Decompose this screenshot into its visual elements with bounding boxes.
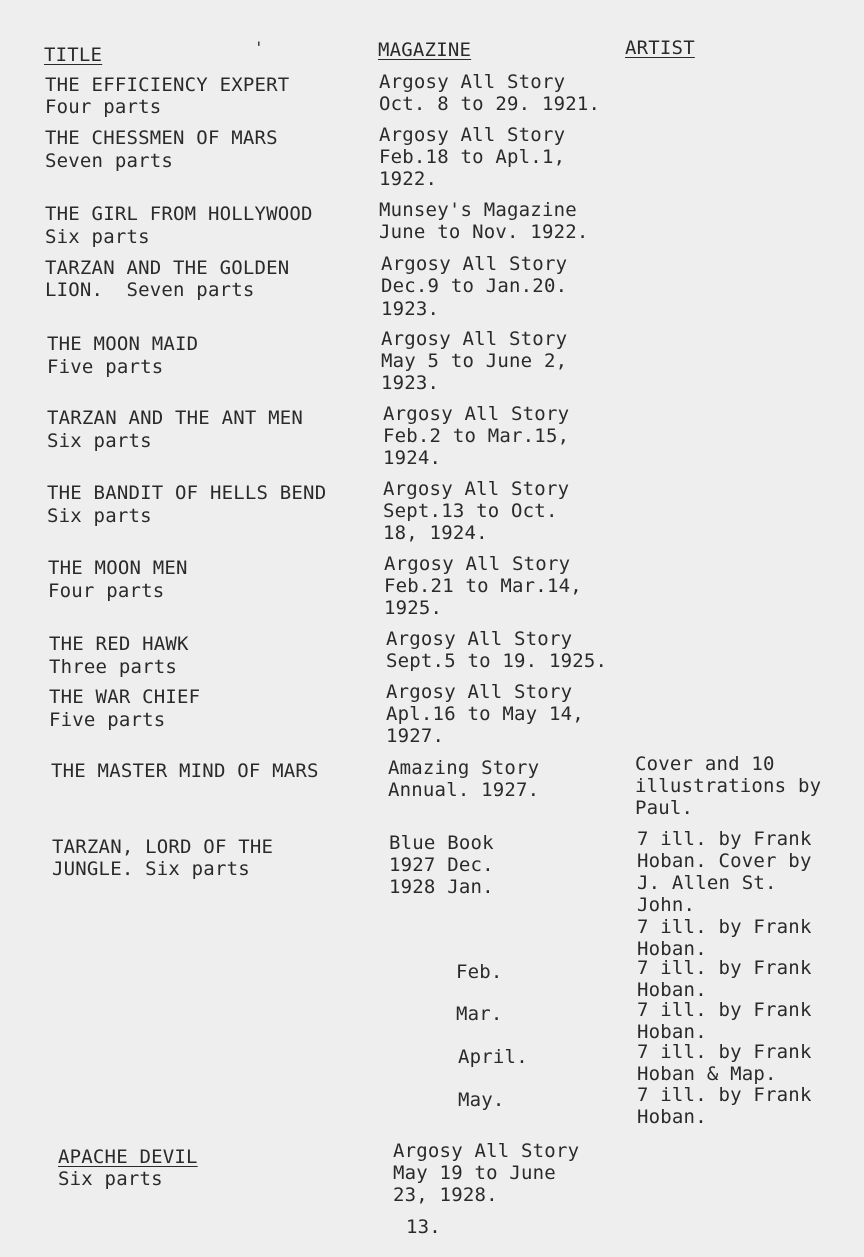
entry-artist-line: 7 ill. by Frank <box>637 957 812 979</box>
entry-title-line: THE RED HAWK <box>49 633 189 655</box>
entry-magazine-line: Argosy All Story <box>386 628 573 650</box>
entry-title-line: TARZAN AND THE ANT MEN <box>47 407 304 429</box>
entry-magazine-line: Sept.13 to Oct. <box>383 500 558 522</box>
entry-artist-line: 7 ill. by Frank <box>637 1084 812 1106</box>
entry-artist-line: Hoban. <box>637 1021 707 1043</box>
entry-title-line: THE BANDIT OF HELLS BEND <box>47 482 327 504</box>
entry-magazine-line: Feb.21 to Mar.14, <box>384 575 582 597</box>
entry-title-line: THE MASTER MIND OF MARS <box>51 760 319 782</box>
entry-artist-line: Hoban. <box>637 938 707 960</box>
entry-magazine-line: Dec.9 to Jan.20. <box>381 275 568 297</box>
entry-magazine-line: 1923. <box>381 372 440 394</box>
entry-magazine-line: Amazing Story <box>388 757 540 779</box>
entry-magazine-line: 1923. <box>381 298 440 320</box>
entry-title-line: THE EFFICIENCY EXPERT <box>45 74 290 96</box>
entry-magazine-line: 23, 1928. <box>393 1184 498 1206</box>
entry-artist-line: 7 ill. by Frank <box>637 828 812 850</box>
entry-title-line: Five parts <box>49 709 166 731</box>
entry-magazine-line: 1928 Jan. <box>389 876 494 898</box>
entry-magazine-line: Argosy All Story <box>386 681 573 703</box>
issue-month: Feb. <box>456 961 503 983</box>
entry-artist-line: 7 ill. by Frank <box>637 916 812 938</box>
entry-title-line: JUNGLE. Six parts <box>52 858 250 880</box>
entry-magazine-line: Blue Book <box>389 832 494 854</box>
entry-magazine-line: Argosy All Story <box>379 71 566 93</box>
entry-magazine-line: Feb.18 to Apl.1, <box>379 146 566 168</box>
entry-magazine-line: Argosy All Story <box>384 553 571 575</box>
entry-magazine-line: May 19 to June <box>393 1162 556 1184</box>
entry-artist-line: Hoban. <box>637 1106 707 1128</box>
entry-magazine-line: Feb.2 to Mar.15, <box>383 425 570 447</box>
entry-magazine-line: 1925. <box>384 597 443 619</box>
entry-title-line: THE WAR CHIEF <box>49 686 201 708</box>
issue-month: April. <box>458 1046 528 1068</box>
entry-title-line: THE MOON MAID <box>47 333 199 355</box>
issue-month: Mar. <box>456 1003 503 1025</box>
entry-artist-line: Hoban. Cover by <box>637 850 812 872</box>
entry-title-line: Four parts <box>45 96 162 118</box>
entry-title-line: Three parts <box>49 656 178 678</box>
entry-title-line: Four parts <box>48 580 165 602</box>
entry-title-line: THE MOON MEN <box>48 557 188 579</box>
entry-artist-line: 7 ill. by Frank <box>637 1041 812 1063</box>
artist-column-header: ARTIST <box>625 37 695 59</box>
entry-title-line: TARZAN AND THE GOLDEN <box>45 257 290 279</box>
entry-magazine-line: 1927. <box>386 725 445 747</box>
stray-mark: ' <box>254 38 264 57</box>
entry-magazine-line: June to Nov. 1922. <box>379 221 589 243</box>
entry-magazine-line: 1922. <box>379 168 438 190</box>
entry-magazine-line: Argosy All Story <box>381 253 568 275</box>
entry-title-line: THE GIRL FROM HOLLYWOOD <box>45 203 313 225</box>
entry-magazine-line: 18, 1924. <box>383 522 488 544</box>
entry-title-line: Seven parts <box>45 150 174 172</box>
entry-magazine-line: Oct. 8 to 29. 1921. <box>379 93 601 115</box>
entry-magazine-line: Argosy All Story <box>379 124 566 146</box>
entry-magazine-line: 1924. <box>383 447 442 469</box>
entry-title-line: TARZAN, LORD OF THE <box>52 836 274 858</box>
entry-magazine-line: Argosy All Story <box>393 1140 580 1162</box>
entry-magazine-line: Apl.16 to May 14, <box>386 703 584 725</box>
entry-artist-line: Cover and 10 <box>635 753 775 775</box>
entry-artist-line: Hoban. <box>637 979 707 1001</box>
entry-magazine-line: Argosy All Story <box>381 328 568 350</box>
entry-title-line: APACHE DEVIL <box>58 1146 198 1168</box>
issue-month: May. <box>458 1089 505 1111</box>
entry-artist-line: Paul. <box>635 797 694 819</box>
entry-title-line: Six parts <box>58 1168 163 1190</box>
entry-title-line: Five parts <box>47 356 164 378</box>
entry-magazine-line: Sept.5 to 19. 1925. <box>386 650 608 672</box>
entry-magazine-line: Argosy All Story <box>383 478 570 500</box>
entry-artist-line: illustrations by <box>635 775 822 797</box>
entry-artist-line: Hoban & Map. <box>637 1063 777 1085</box>
entry-artist-line: J. Allen St. <box>637 872 777 894</box>
entry-magazine-line: Annual. 1927. <box>388 779 540 801</box>
entry-artist-line: John. <box>637 894 696 916</box>
entry-title-line: Six parts <box>45 226 150 248</box>
entry-title-line: THE CHESSMEN OF MARS <box>45 127 278 149</box>
entry-title-line: LION. Seven parts <box>45 279 255 301</box>
entry-title-line: Six parts <box>47 430 152 452</box>
title-column-header: TITLE <box>44 44 103 66</box>
entry-magazine-line: May 5 to June 2, <box>381 350 568 372</box>
entry-magazine-line: Argosy All Story <box>383 403 570 425</box>
entry-magazine-line: 1927 Dec. <box>389 854 494 876</box>
entry-title-line: Six parts <box>47 505 152 527</box>
page-number: 13. <box>406 1216 441 1238</box>
entry-artist-line: 7 ill. by Frank <box>637 999 812 1021</box>
magazine-column-header: MAGAZINE <box>378 39 472 61</box>
entry-magazine-line: Munsey's Magazine <box>379 199 577 221</box>
